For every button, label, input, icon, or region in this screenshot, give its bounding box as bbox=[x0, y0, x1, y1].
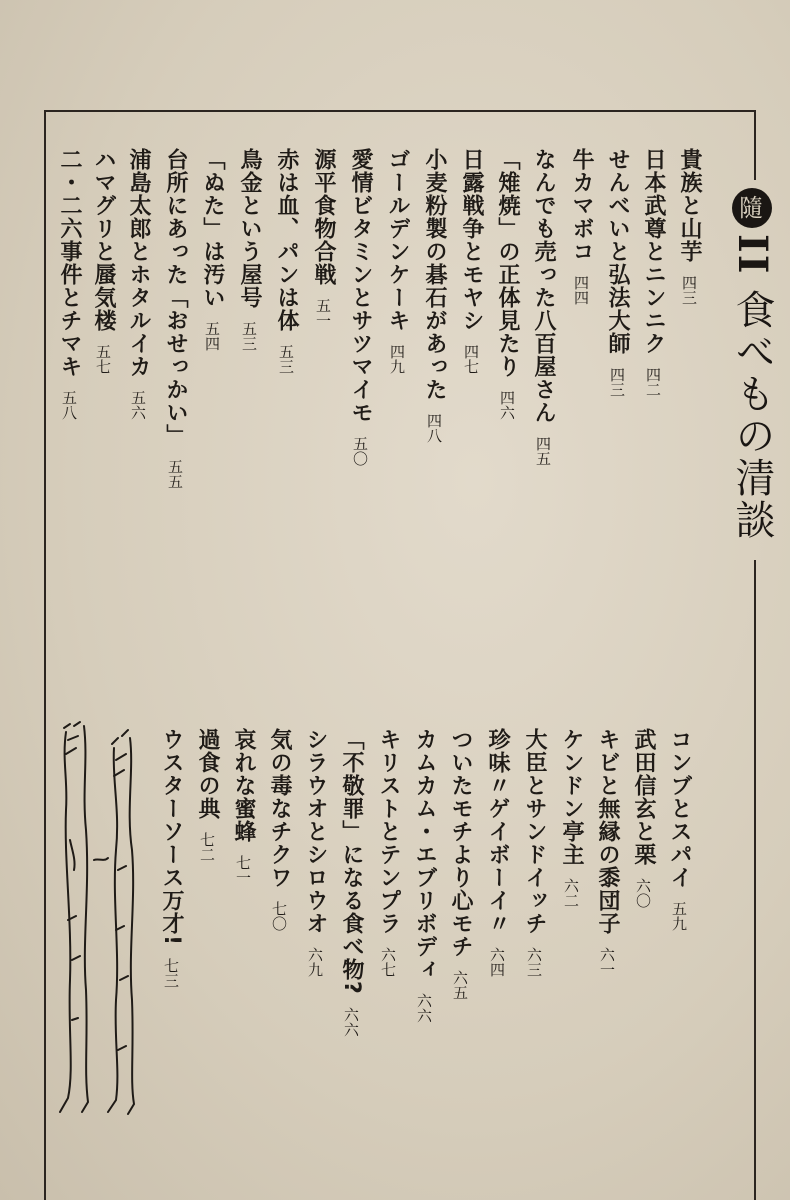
toc-entry-title: 牛カマボコ bbox=[569, 148, 594, 263]
toc-entry[interactable] bbox=[568, 148, 594, 305]
section-mark-badge: 隨 bbox=[732, 188, 772, 228]
toc-entry[interactable] bbox=[236, 148, 262, 351]
toc-entry[interactable] bbox=[230, 728, 256, 885]
toc-entry[interactable] bbox=[521, 728, 547, 977]
toc-entry-title: ハマグリと蜃気楼 bbox=[91, 148, 116, 332]
toc-entry[interactable] bbox=[310, 148, 336, 328]
toc-entry-page: 五三 bbox=[277, 344, 295, 374]
section-heading bbox=[722, 188, 782, 558]
toc-entry-title: 二・二六事件とチマキ bbox=[57, 148, 82, 378]
toc-entry[interactable] bbox=[447, 728, 473, 1000]
section-numeral: II bbox=[729, 234, 776, 276]
toc-entry-title: 珍味〃ゲイボーイ〃 bbox=[485, 728, 510, 935]
toc-entry[interactable] bbox=[266, 728, 292, 931]
toc-entry-page: 七二 bbox=[198, 832, 216, 862]
toc-entry[interactable] bbox=[90, 148, 116, 374]
toc-entry-title: ゴールデンケーキ bbox=[385, 148, 410, 332]
toc-entry-page: 七三 bbox=[162, 958, 180, 989]
toc-entry-title: せんべいと弘法大師 bbox=[605, 148, 630, 355]
toc-entry-page: 七〇 bbox=[270, 901, 288, 931]
toc-entry-page: 四四 bbox=[572, 275, 590, 305]
toc-entry-title: なんでも売った八百屋さん bbox=[531, 148, 556, 424]
toc-entry[interactable] bbox=[604, 148, 630, 397]
toc-entry-title: 愛情ビタミンとサツマイモ bbox=[348, 148, 373, 424]
toc-entry[interactable] bbox=[484, 728, 510, 977]
toc-entry[interactable] bbox=[640, 148, 666, 397]
toc-entry-title: 日本武尊とニンニク bbox=[641, 148, 666, 355]
toc-entry[interactable] bbox=[162, 148, 188, 489]
toc-entry-page: 四三 bbox=[680, 275, 698, 305]
toc-entry-title: 武田信玄と栗 bbox=[631, 728, 656, 866]
toc-entry-title: カムカム・エブリボディ bbox=[412, 728, 437, 981]
section-title: 食べもの清談 bbox=[729, 289, 775, 542]
toc-entry-page: 六九 bbox=[306, 947, 324, 977]
frame-top-rule bbox=[44, 110, 756, 112]
toc-entry-title: 「雉焼」の正体見たり bbox=[495, 148, 520, 378]
toc-entry-page: 五五 bbox=[166, 459, 184, 489]
toc-entry-page: 六〇 bbox=[634, 878, 652, 908]
toc-entry[interactable] bbox=[338, 728, 364, 1037]
toc-entry[interactable] bbox=[347, 148, 373, 466]
toc-entry-title: 哀れな蜜蜂 bbox=[231, 728, 256, 843]
toc-entry[interactable] bbox=[666, 728, 692, 931]
toc-entry-page: 五四 bbox=[203, 321, 221, 351]
toc-entry-title: 源平食物合戦 bbox=[311, 148, 336, 286]
toc-entry-title: 赤は血、パンは体 bbox=[274, 148, 299, 332]
toc-entry-title: ウスターソース万才! bbox=[159, 728, 184, 947]
toc-entry[interactable] bbox=[384, 148, 410, 374]
toc-entry-title: 「不敬罪」になる食べ物? bbox=[339, 728, 364, 995]
toc-entry-title: キビと無縁の黍団子 bbox=[595, 728, 620, 935]
frame-left-rule bbox=[44, 110, 46, 1200]
toc-entry-page: 六二 bbox=[562, 878, 580, 908]
toc-entry[interactable] bbox=[458, 148, 484, 374]
toc-entry[interactable] bbox=[194, 728, 220, 862]
toc-entry-page: 六七 bbox=[379, 947, 397, 977]
toc-entry[interactable] bbox=[494, 148, 520, 420]
toc-entry-page: 四八 bbox=[425, 413, 443, 443]
toc-entry[interactable] bbox=[273, 148, 299, 374]
toc-entry-page: 四三 bbox=[608, 367, 626, 397]
toc-entry-page: 四九 bbox=[388, 344, 406, 374]
toc-entry[interactable] bbox=[411, 728, 437, 1023]
toc-entry-page: 六六 bbox=[342, 1006, 360, 1037]
toc-entry-page: 六六 bbox=[415, 993, 433, 1023]
toc-entry-title: 貴族と山芋 bbox=[677, 148, 702, 263]
toc-entry-title: 鳥金という屋号 bbox=[237, 148, 262, 309]
toc-entry-page: 四五 bbox=[534, 436, 552, 466]
toc-entry-page: 六四 bbox=[488, 947, 506, 977]
toc-entry-page: 五六 bbox=[129, 390, 147, 420]
toc-entry-page: 五三 bbox=[240, 321, 258, 351]
frame-right-rule-upper bbox=[754, 110, 756, 180]
toc-entry[interactable] bbox=[594, 728, 620, 977]
toc-entry-page: 七一 bbox=[234, 855, 252, 885]
toc-entry-title: 日露戦争とモヤシ bbox=[459, 148, 484, 332]
toc-entry-page: 五〇 bbox=[351, 436, 369, 466]
toc-entry-title: 台所にあった「おせっかい」 bbox=[163, 148, 188, 447]
toc-entry-page: 五九 bbox=[670, 901, 688, 931]
toc-entry[interactable] bbox=[125, 148, 151, 420]
toc-entry-title: 気の毒なチクワ bbox=[267, 728, 292, 889]
toc-entry-page: 五一 bbox=[314, 298, 332, 328]
toc-entry-title: 小麦粉製の碁石があった bbox=[422, 148, 447, 401]
toc-entry[interactable] bbox=[630, 728, 656, 908]
toc-entry-title: シラウオとシロウオ bbox=[303, 728, 328, 935]
toc-entry[interactable] bbox=[302, 728, 328, 977]
toc-entry-page: 五八 bbox=[60, 390, 78, 420]
decorative-stalks-illustration bbox=[54, 720, 144, 1120]
toc-entry[interactable] bbox=[421, 148, 447, 443]
toc-entry-page: 四二 bbox=[644, 367, 662, 397]
toc-entry[interactable] bbox=[676, 148, 702, 305]
toc-entry[interactable] bbox=[375, 728, 401, 977]
toc-entry-title: 大臣とサンドイッチ bbox=[522, 728, 547, 935]
toc-entry-title: コンブとスパイ bbox=[667, 728, 692, 889]
toc-entry-page: 六五 bbox=[451, 970, 469, 1000]
toc-entry[interactable] bbox=[158, 728, 184, 988]
toc-entry[interactable] bbox=[56, 148, 82, 420]
toc-entry-page: 六一 bbox=[598, 947, 616, 977]
toc-entry-title: 「ぬた」は汚い bbox=[200, 148, 225, 309]
toc-entry-title: 浦島太郎とホタルイカ bbox=[126, 148, 151, 378]
toc-entry-page: 五七 bbox=[94, 344, 112, 374]
toc-entry-title: 過食の典 bbox=[195, 728, 220, 820]
toc-entry-title: ケンドン亭主 bbox=[559, 728, 584, 866]
toc-entry-title: キリストとテンプラ bbox=[376, 728, 401, 935]
toc-entry-page: 六三 bbox=[525, 947, 543, 977]
toc-entry[interactable] bbox=[530, 148, 556, 466]
toc-entry-page: 四七 bbox=[462, 344, 480, 374]
toc-entry[interactable] bbox=[199, 148, 225, 351]
frame-right-rule-lower bbox=[754, 560, 756, 1200]
toc-entry[interactable] bbox=[558, 728, 584, 908]
toc-entry-page: 四六 bbox=[498, 390, 516, 420]
toc-entry-title: ついたモチより心モチ bbox=[448, 728, 473, 958]
